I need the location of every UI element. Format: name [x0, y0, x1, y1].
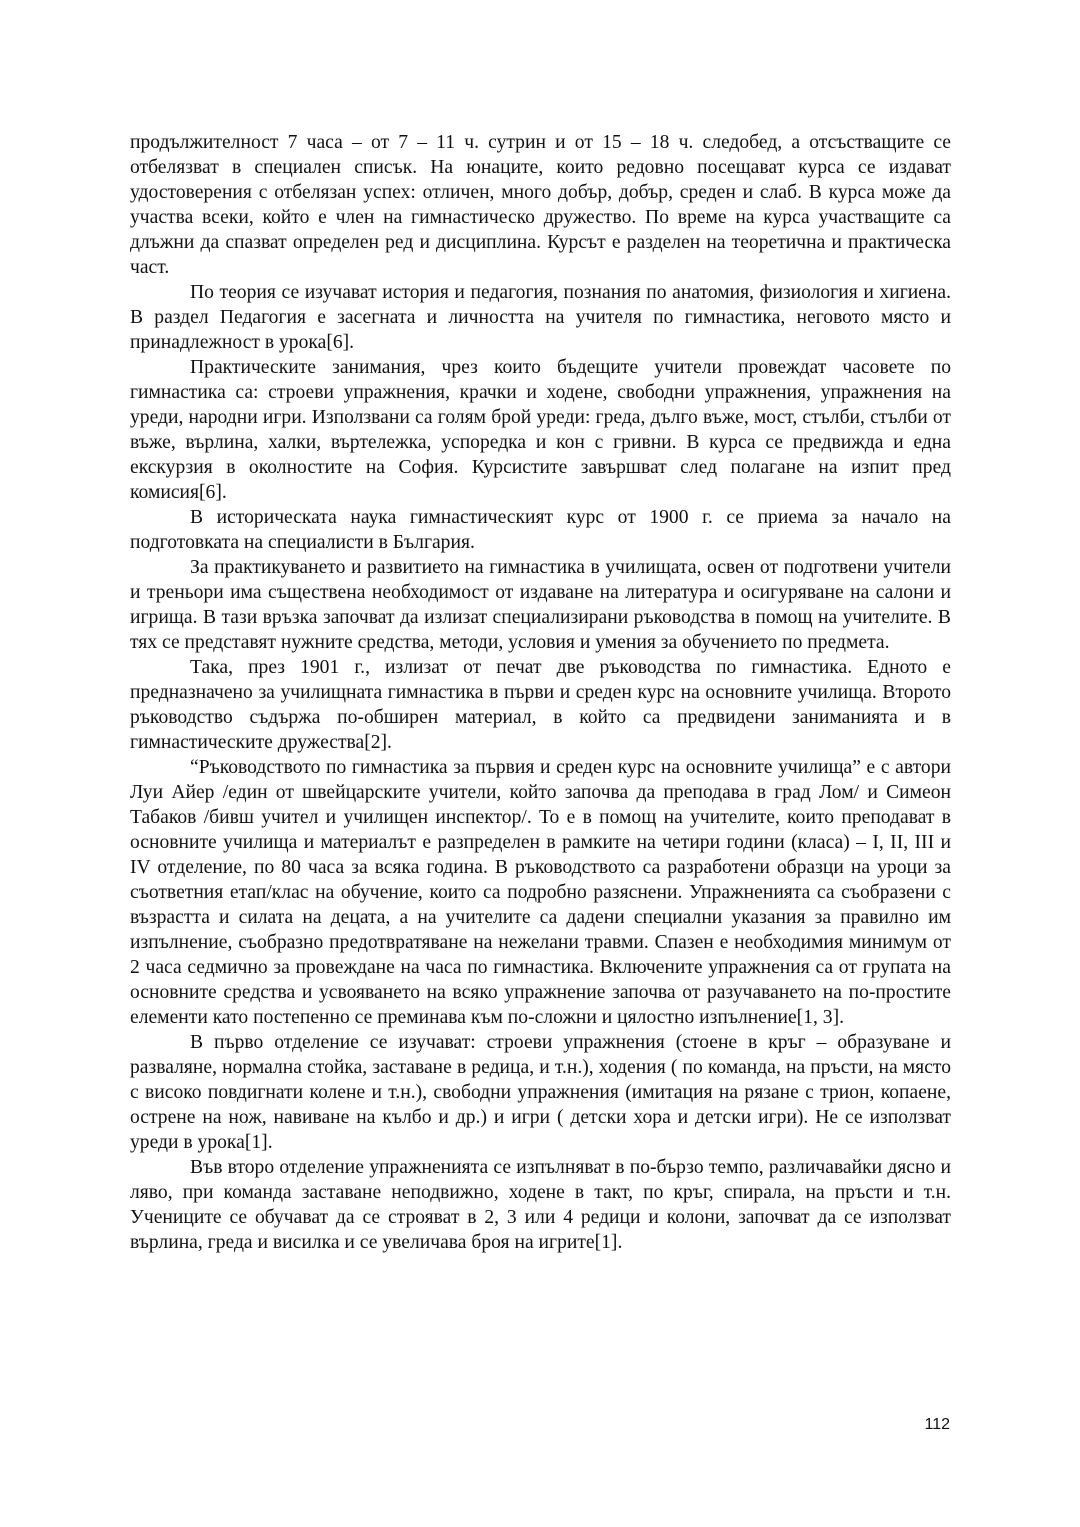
- page-body: [130, 130, 951, 1255]
- page-number: 112: [924, 1416, 950, 1433]
- paragraph-historical: В историческата наука гимнастическият курс от 1900 г. се приема за начало на подготовката на специалисти в България.: [130, 507, 951, 553]
- paragraph-literature: За практикуването и развитието на гимнастика в училищата, освен от подготвени учители и треньори има съществена необходимост от издаване на литература и осигуряване на салони и игрища. В тази връзка започват да излизат специализирани ръководства в помощ на учителите. В тях се представят нужните средства, методи, условия и умения за обучението по предмета.: [130, 557, 951, 653]
- paragraph-1901-manuals: Така, през 1901 г., излизат от печат две ръководства по гимнастика. Едното е предназначено за училищната гимнастика в първи и среден курс на основните училища. Второто ръководство съдържа по-обширен материал, в който са предвидени заниманията и в гимнастическите дружества[2].: [130, 657, 951, 753]
- paragraph-manual-description: “Ръководството по гимнастика за първия и среден курс на основните училища” е с автори Луи Айер /един от швейцарските учители, който започва да преподава в град Лом/ и Симеон Табаков /бивш учител и училищен инспектор/. То е в помощ на учителите, които преподават в основните училища и материалът е разпределен в рамките на четири години (класа) – I, II, III и IV отделение, по 80 часа за всяка година. В ръководството са разработени образци на уроци за съответния етап/клас на обучение, които са подробно разяснени. Упражненията са съобразени с възрастта и силата на децата, а на учителите са дадени специални указания за правилно им изпълнение, съобразно предотвратяване на нежелани травми. Спазен е необходимия минимум от 2 часа седмично за провеждане на часа по гимнастика. Включените упражнения са от групата на основните средства и усвояването на всяко упражнение започва от разучаването на по-простите елементи като постепенно се преминава към по-сложни и цялостно изпълнение[1, 3].: [130, 757, 951, 1028]
- paragraph-first-grade: В първо отделение се изучават: строеви упражнения (стоене в кръг – образуване и разваляне, нормална стойка, заставане в редица, и т.н.), ходения ( по команда, на пръсти, на място с високо повдигнати колене и т.н.), свободни упражнения (имитация на рязане с трион, копаене, острене на нож, навиване на кълбо и др.) и игри ( детски хора и детски игри). Не се използват уреди в урока[1].: [130, 1032, 951, 1153]
- paragraph-practical: Практическите занимания, чрез които бъдещите учители провеждат часовете по гимнастика са: строеви упражнения, крачки и ходене, свободни упражнения, упражнения на уреди, народни игри. Използвани са голям брой уреди: греда, дълго въже, мост, стълби, стълби от въже, върлина, халки, въртележка, успоредка и кон с гривни. В курса се предвижда и една екскурзия в околностите на София. Курсистите завършват след полагане на изпит пред комисия[6].: [130, 357, 951, 503]
- paragraph-course-schedule: продължителност 7 часа – от 7 – 11 ч. сутрин и от 15 – 18 ч. следобед, а отсъстващите се отбелязват в специален списък. На юнаците, които редовно посещават курса се издават удостоверения с отбелязан успех: отличен, много добър, добър, среден и слаб. В курса може да участва всеки, който е член на гимнастическо дружество. По време на курса участващите са длъжни да спазват определен ред и дисциплина. Курсът е разделен на теоретична и практическа част.: [130, 132, 951, 278]
- paragraph-theory: По теория се изучават история и педагогия, познания по анатомия, физиология и хигиена. В раздел Педагогия е засегната и личността на учителя по гимнастика, неговото място и принадлежност в урока[6].: [130, 282, 951, 353]
- paragraph-second-grade: Във второ отделение упражненията се изпълняват в по-бързо темпо, различавайки дясно и ляво, при команда заставане неподвижно, ходене в такт, по кръг, спирала, на пръсти и т.н. Учениците се обучават да се строяват в 2, 3 или 4 редици и колони, започват да се използват върлина, греда и висилка и се увеличава броя на игрите[1].: [130, 1157, 951, 1253]
